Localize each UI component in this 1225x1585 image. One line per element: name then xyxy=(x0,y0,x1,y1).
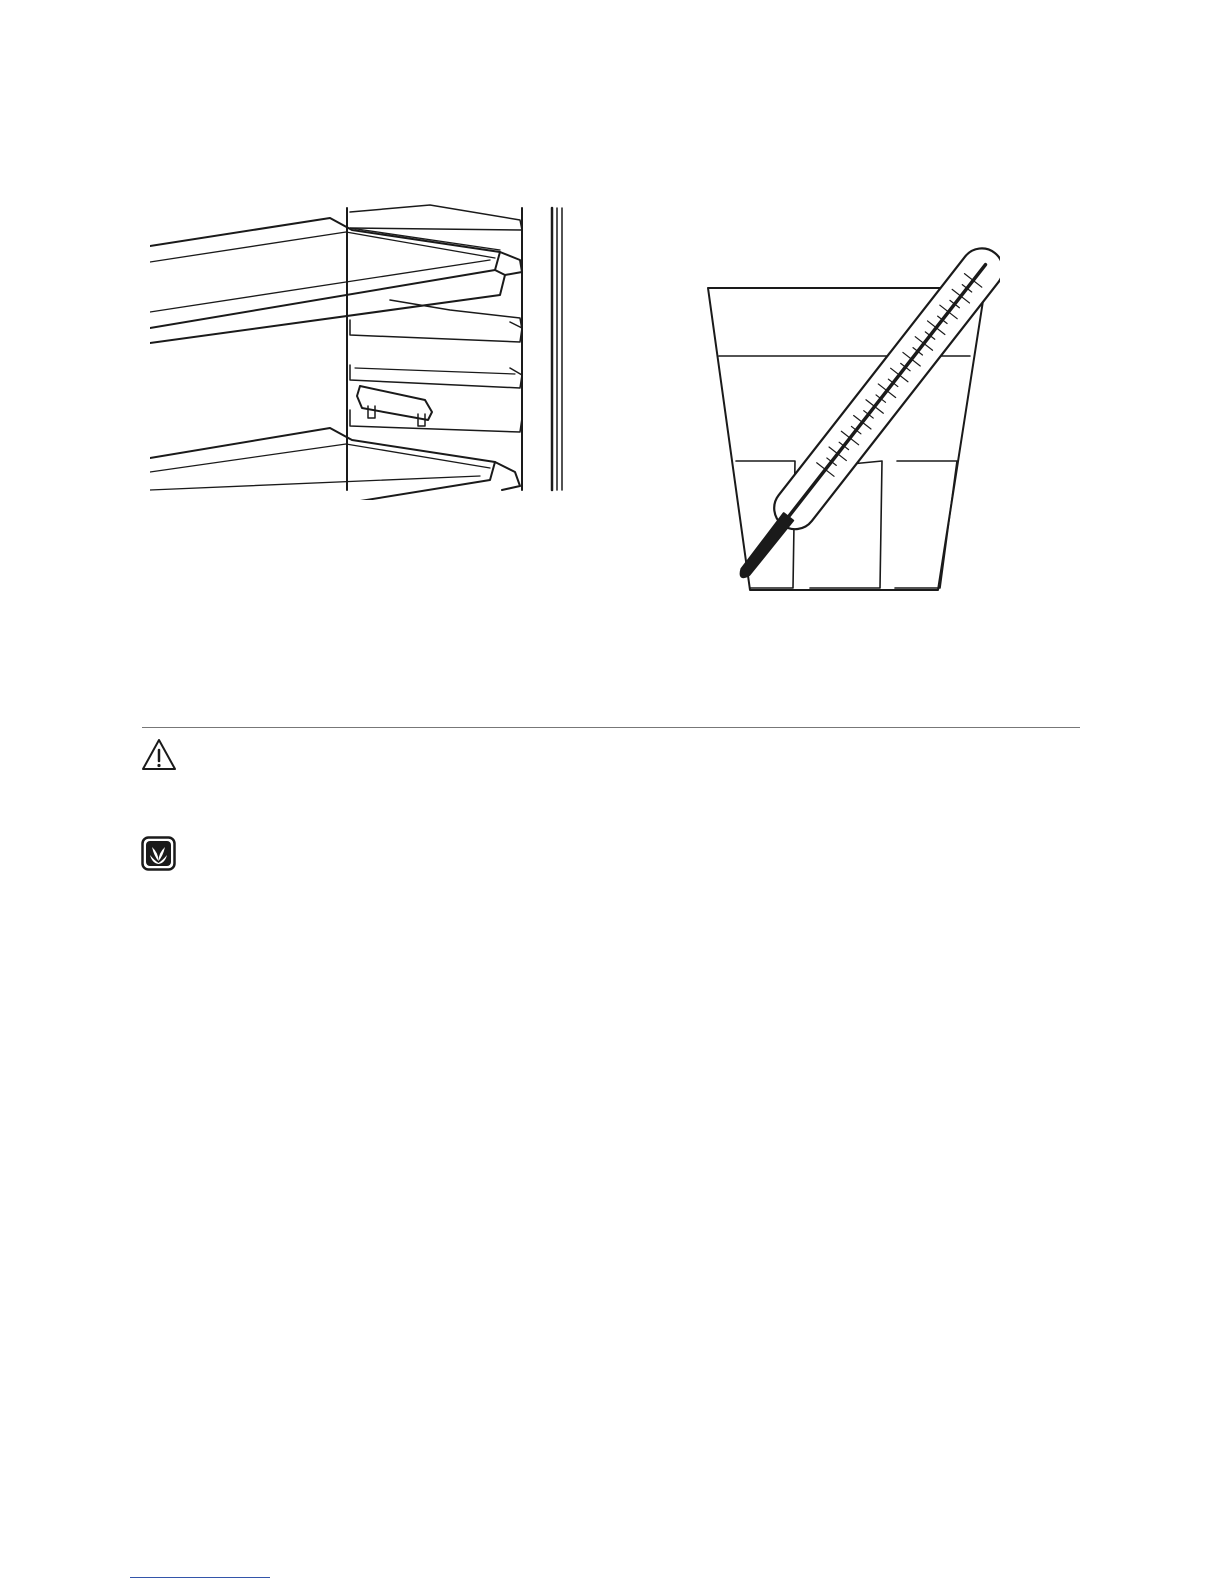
fridge-shelves-illustration xyxy=(150,200,580,500)
footnote-link-line xyxy=(130,1577,270,1578)
warning-triangle-icon xyxy=(140,737,178,773)
section-divider xyxy=(142,727,1080,728)
thermometer-in-glass-illustration xyxy=(700,218,1000,598)
environment-icon xyxy=(141,836,176,871)
